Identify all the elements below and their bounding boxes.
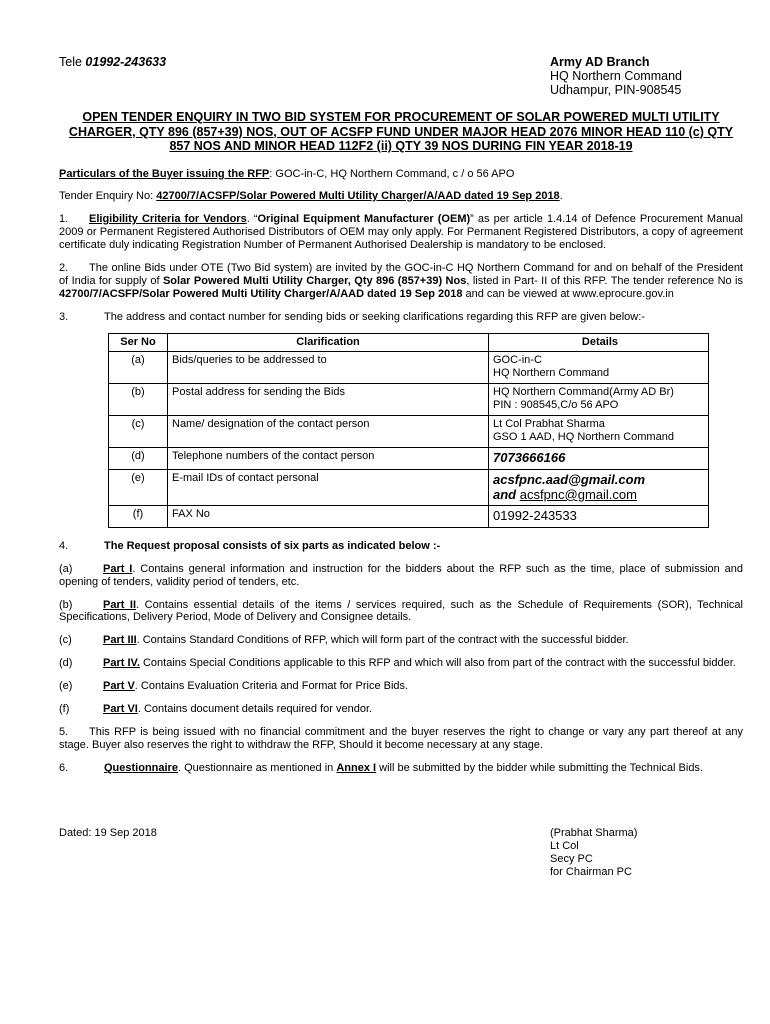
detail-line: Lt Col Prabhat Sharma [493, 418, 605, 431]
part-label: (b) [59, 598, 73, 611]
cell-ser: (d) [109, 448, 168, 469]
table-row [109, 352, 709, 384]
cell-ser: (c) [109, 416, 168, 448]
header-ser-no: Ser No [109, 333, 168, 352]
para-number: 5. [59, 726, 69, 739]
detail-line: PIN : 908545,C/o 56 APO [493, 399, 619, 412]
table-row [109, 469, 709, 506]
part-item [59, 680, 743, 693]
para-eligibility [59, 213, 743, 252]
cell-clarification: Bids/queries to be addressed to [168, 352, 489, 384]
signatory-name: (Prabhat Sharma) [550, 827, 638, 840]
signature-block [59, 827, 743, 887]
rfp-document [59, 55, 743, 887]
cell-details [489, 469, 709, 506]
enquiry-end: . [559, 189, 563, 202]
detail-line: HQ Northern Command(Army AD Br) [493, 386, 674, 399]
part-text: . Contains essential details of the items / services required, such as the Schedule of Requirements (SOR), Technical Specifications, Delivery Period, Mode of Delivery and Consignee details. [59, 598, 743, 624]
part-name: Part V [103, 680, 135, 693]
part-item [59, 634, 743, 647]
detail-line: GOC-in-C [493, 354, 542, 367]
tele-number: 01992-243633 [85, 55, 167, 69]
para6-text-b: will be submitted by the bidder while submitting the Technical Bids. [376, 762, 703, 775]
item-name-bold: Solar Powered Multi Utility Charger, Qty 896 (857+39) Nos [162, 274, 467, 287]
para-contact-intro [59, 311, 743, 324]
cell-details [489, 416, 709, 448]
table-row [109, 448, 709, 469]
part-label: (e) [59, 680, 73, 693]
para-number: 1. [59, 212, 69, 225]
part-text: . Contains document details required for vendor. [137, 703, 373, 716]
sender-address [550, 55, 682, 97]
oem-bold: Original Equipment Manufacturer (OEM) [257, 212, 471, 225]
branch-name: Army AD Branch [550, 55, 650, 69]
part-label: (a) [59, 562, 73, 575]
para1-text-b: ” as per article 1.4.14 of Defence Procurement Manual 2009 or Permanent Registered Authorised Distributors of OEM may only apply. For Permanent Registered Distributors, a copy of agreement certificate duly indicating Registration Number of Permanent Authorised Dealership is mandatory to be enclosed. [59, 212, 744, 251]
para2-text-b: , listed in Part- II of this RFP. The tender reference No is [466, 274, 743, 287]
cell-clarification: FAX No [168, 506, 489, 527]
signatory-rank: Lt Col [550, 840, 579, 853]
cell-details [489, 352, 709, 384]
para-financial-commitment [59, 726, 743, 752]
table-row [109, 384, 709, 416]
cell-clarification: Name/ designation of the contact person [168, 416, 489, 448]
questionnaire-heading: Questionnaire [104, 762, 178, 775]
signatory-role: Secy PC [550, 853, 593, 866]
signatory [550, 827, 637, 879]
tender-enquiry-no [59, 190, 743, 203]
email-link-primary[interactable]: acsfpnc.aad@gmail.com [493, 471, 646, 487]
detail-line: GSO 1 AAD, HQ Northern Command [493, 431, 674, 444]
cell-ser: (b) [109, 384, 168, 416]
annex-ref: Annex I [336, 762, 377, 775]
part-text: . Contains Evaluation Criteria and Format for Price Bids. [134, 680, 409, 693]
cell-ser: (e) [109, 469, 168, 506]
tele-label: Tele [59, 55, 82, 69]
document-title: OPEN TENDER ENQUIRY IN TWO BID SYSTEM FOR PROCUREMENT OF SOLAR POWERED MULTI UTILITY CHARGER, QTY 896 (857+39) NOS, OUT OF ACSFP FUND UNDER MAJOR HEAD 2076 MINOR HEAD 110 (c) QTY 857 NOS AND MINOR HEAD 112F2 (ii) QTY 39 NOS DURING FIN YEAR 2018-19 [68, 110, 734, 154]
telephone-line [59, 55, 166, 70]
para3-text: The address and contact number for sending bids or seeking clarifications regarding this RFP are given below:- [104, 310, 645, 323]
cell-clarification: E-mail IDs of contact personal [168, 469, 489, 506]
eligibility-heading: Eligibility Criteria for Vendors [89, 212, 247, 225]
part-name: Part VI [103, 703, 138, 716]
para-number: 3. [59, 310, 69, 323]
part-item [59, 703, 743, 716]
part-text: . Contains Standard Conditions of RFP, which will form part of the contract with the successful bidder. [136, 634, 629, 647]
header-details: Details [489, 333, 709, 352]
telephone-number: 7073666166 [493, 450, 566, 466]
letter-header [59, 55, 743, 99]
buyer-value: : GOC-in-C, HQ Northern Command, c / o 56 APO [269, 167, 515, 180]
part-name: Part IV. [103, 657, 140, 670]
para2-text-a: The online Bids under OTE (Two Bid system) are invited by the GOC-in-C HQ Northern Command for and on behalf of the President of India for supply of [59, 261, 743, 287]
para1-text-a: . “ [246, 212, 258, 225]
part-item [59, 657, 743, 670]
cell-clarification: Postal address for sending the Bids [168, 384, 489, 416]
part-text: . Contains general information and instruction for the bidders about the RFP such as the time, place of submission and opening of tenders, validity period of tenders, etc. [59, 562, 743, 588]
cell-details [489, 448, 709, 469]
enquiry-ref: 42700/7/ACSFP/Solar Powered Multi Utility Charger/A/AAD dated 19 Sep 2018 [156, 189, 560, 202]
signatory-for: for Chairman PC [550, 866, 632, 879]
tender-ref-bold: 42700/7/ACSFP/Solar Powered Multi Utility Charger/A/AAD dated 19 Sep 2018 [59, 287, 463, 300]
buyer-label: Particulars of the Buyer issuing the RFP [59, 167, 270, 180]
para6-text-a: . Questionnaire as mentioned in [177, 762, 337, 775]
para-six-parts [59, 540, 743, 553]
cell-clarification: Telephone numbers of the contact person [168, 448, 489, 469]
part-name: Part I [103, 562, 133, 575]
six-parts-heading: The Request proposal consists of six parts as indicated below :- [104, 539, 441, 552]
para2-text-c: and can be viewed at www.eprocure.gov.in [462, 287, 674, 300]
cell-ser: (f) [109, 506, 168, 527]
para-number: 6. [59, 762, 69, 775]
place-pin: Udhampur, PIN-908545 [550, 83, 682, 97]
date-line: Dated: 19 Sep 2018 [59, 827, 157, 840]
part-name: Part II [103, 598, 137, 611]
cell-details [489, 506, 709, 527]
part-label: (d) [59, 657, 73, 670]
email-and: and [493, 486, 520, 502]
cell-ser: (a) [109, 352, 168, 384]
part-label: (c) [59, 634, 72, 647]
detail-line: HQ Northern Command [493, 367, 610, 380]
command-name: HQ Northern Command [550, 69, 682, 83]
part-text: Contains Special Conditions applicable to this RFP and which will also from part of the contract with the successful bidder. [139, 657, 736, 670]
para-number: 2. [59, 261, 69, 274]
para-questionnaire [59, 762, 743, 775]
contact-table [108, 333, 709, 528]
part-label: (f) [59, 703, 70, 716]
part-item [59, 563, 743, 589]
enquiry-label: Tender Enquiry No: [59, 189, 157, 202]
table-row [109, 416, 709, 448]
para-number: 4. [59, 539, 69, 552]
para-online-bids [59, 262, 743, 301]
para5-text: This RFP is being issued with no financial commitment and the buyer reserves the right to change or vary any part thereof at any stage. Buyer also reserves the right to withdraw the RFP, Should it become necessary at any stage. [59, 726, 743, 752]
buyer-particulars [59, 168, 743, 181]
header-clarification: Clarification [168, 333, 489, 352]
table-row [109, 506, 709, 527]
email-link-secondary[interactable]: acsfpnc@gmail.com [519, 486, 637, 502]
part-item [59, 599, 743, 625]
part-name: Part III [103, 634, 137, 647]
table-header-row [109, 333, 709, 352]
fax-number: 01992-243533 [493, 508, 577, 524]
cell-details [489, 384, 709, 416]
